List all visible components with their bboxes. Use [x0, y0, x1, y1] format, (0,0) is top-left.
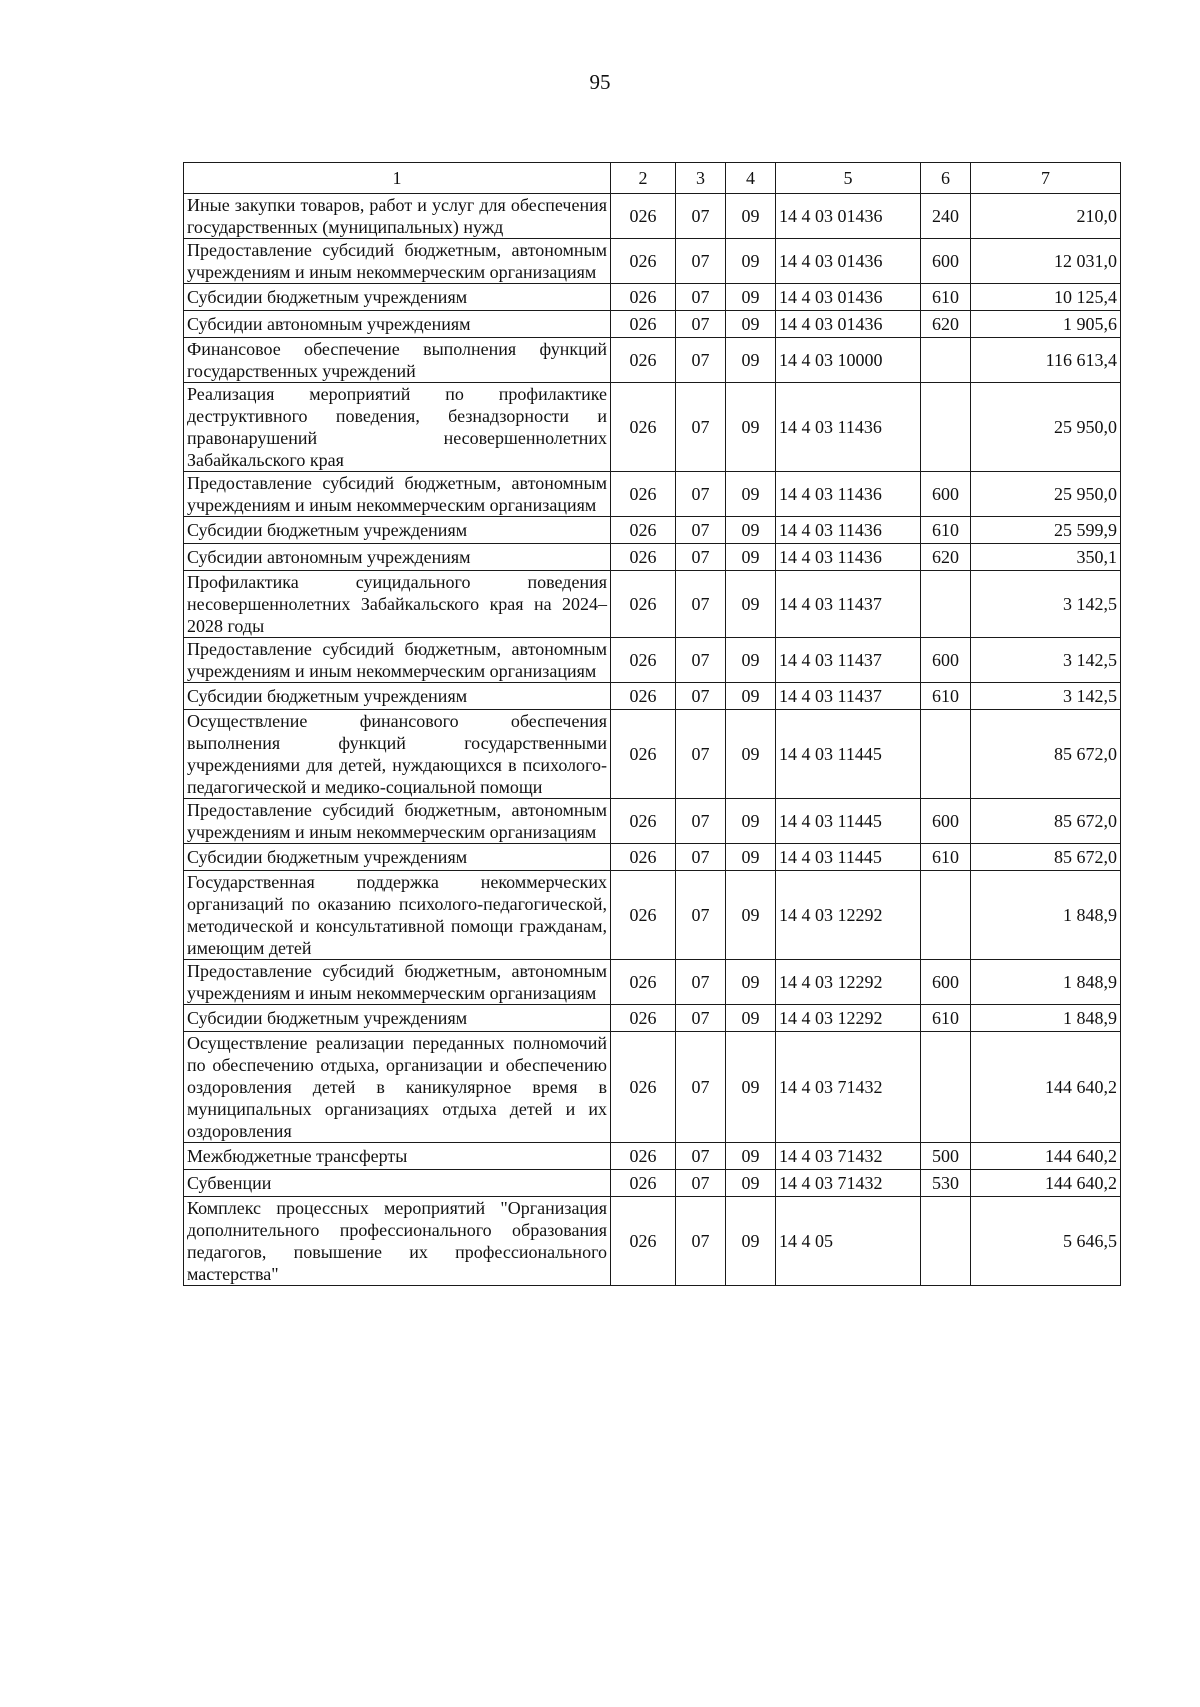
row-section-cell: 07 [676, 799, 726, 844]
budget-table [183, 162, 1121, 1286]
row-code-cell: 026 [611, 710, 676, 799]
row-section-cell: 07 [676, 1032, 726, 1143]
row-expense-type-cell: 610 [921, 844, 971, 871]
row-amount-cell: 1 848,9 [971, 960, 1121, 1005]
table-row [184, 284, 1121, 311]
row-name-cell: Финансовое обеспечение выполнения функций государственных учреждений [184, 338, 611, 383]
column-header: 6 [921, 163, 971, 194]
table-header-row [184, 163, 1121, 194]
row-section-cell: 07 [676, 871, 726, 960]
table-row [184, 338, 1121, 383]
row-target-article-cell: 14 4 03 11436 [776, 517, 921, 544]
row-section-cell: 07 [676, 844, 726, 871]
row-subsection-cell: 09 [726, 284, 776, 311]
row-expense-type-cell: 610 [921, 1005, 971, 1032]
row-code-cell: 026 [611, 683, 676, 710]
row-subsection-cell: 09 [726, 710, 776, 799]
row-code-cell: 026 [611, 338, 676, 383]
row-expense-type-cell: 610 [921, 284, 971, 311]
row-target-article-cell: 14 4 03 11437 [776, 683, 921, 710]
row-section-cell: 07 [676, 284, 726, 311]
table-row [184, 683, 1121, 710]
row-expense-type-cell: 600 [921, 960, 971, 1005]
row-expense-type-cell [921, 383, 971, 472]
row-code-cell: 026 [611, 1005, 676, 1032]
row-amount-cell: 85 672,0 [971, 844, 1121, 871]
row-target-article-cell: 14 4 03 10000 [776, 338, 921, 383]
table-row [184, 960, 1121, 1005]
row-target-article-cell: 14 4 03 11437 [776, 571, 921, 638]
row-code-cell: 026 [611, 517, 676, 544]
row-code-cell: 026 [611, 799, 676, 844]
row-subsection-cell: 09 [726, 571, 776, 638]
row-code-cell: 026 [611, 1032, 676, 1143]
column-header: 4 [726, 163, 776, 194]
row-amount-cell: 12 031,0 [971, 239, 1121, 284]
row-target-article-cell: 14 4 03 01436 [776, 239, 921, 284]
row-section-cell: 07 [676, 571, 726, 638]
row-amount-cell: 144 640,2 [971, 1170, 1121, 1197]
column-header: 5 [776, 163, 921, 194]
row-amount-cell: 10 125,4 [971, 284, 1121, 311]
row-section-cell: 07 [676, 638, 726, 683]
row-name-cell: Субсидии бюджетным учреждениям [184, 284, 611, 311]
row-section-cell: 07 [676, 194, 726, 239]
table-row [184, 311, 1121, 338]
row-amount-cell: 350,1 [971, 544, 1121, 571]
table-row [184, 517, 1121, 544]
row-expense-type-cell [921, 871, 971, 960]
row-name-cell: Иные закупки товаров, работ и услуг для обеспечения государственных (муниципальных) нужд [184, 194, 611, 239]
row-expense-type-cell: 600 [921, 799, 971, 844]
row-code-cell: 026 [611, 239, 676, 284]
row-name-cell: Комплекс процессных мероприятий "Организация дополнительного профессионального образования педагогов, повышение их профессионального мастерства" [184, 1197, 611, 1286]
row-amount-cell: 5 646,5 [971, 1197, 1121, 1286]
row-expense-type-cell: 530 [921, 1170, 971, 1197]
row-target-article-cell: 14 4 03 11437 [776, 638, 921, 683]
row-amount-cell: 3 142,5 [971, 683, 1121, 710]
row-expense-type-cell: 610 [921, 683, 971, 710]
column-header: 2 [611, 163, 676, 194]
row-subsection-cell: 09 [726, 472, 776, 517]
row-code-cell: 026 [611, 544, 676, 571]
row-amount-cell: 3 142,5 [971, 638, 1121, 683]
row-name-cell: Субсидии бюджетным учреждениям [184, 844, 611, 871]
row-code-cell: 026 [611, 844, 676, 871]
row-amount-cell: 144 640,2 [971, 1032, 1121, 1143]
row-expense-type-cell: 600 [921, 472, 971, 517]
row-section-cell: 07 [676, 239, 726, 284]
row-target-article-cell: 14 4 03 01436 [776, 284, 921, 311]
row-target-article-cell: 14 4 03 01436 [776, 194, 921, 239]
row-amount-cell: 25 950,0 [971, 383, 1121, 472]
table-row [184, 1143, 1121, 1170]
column-header: 3 [676, 163, 726, 194]
row-section-cell: 07 [676, 1005, 726, 1032]
row-code-cell: 026 [611, 311, 676, 338]
row-target-article-cell: 14 4 03 71432 [776, 1032, 921, 1143]
row-code-cell: 026 [611, 1170, 676, 1197]
row-section-cell: 07 [676, 338, 726, 383]
row-section-cell: 07 [676, 1170, 726, 1197]
row-name-cell: Субсидии автономным учреждениям [184, 311, 611, 338]
row-name-cell: Профилактика суицидального поведения несовершеннолетних Забайкальского края на 2024–2028 годы [184, 571, 611, 638]
row-target-article-cell: 14 4 03 11445 [776, 710, 921, 799]
row-name-cell: Предоставление субсидий бюджетным, автономным учреждениям и иным некоммерческим организациям [184, 239, 611, 284]
row-section-cell: 07 [676, 472, 726, 517]
table-row [184, 544, 1121, 571]
row-expense-type-cell [921, 338, 971, 383]
table-row [184, 844, 1121, 871]
row-code-cell: 026 [611, 871, 676, 960]
row-subsection-cell: 09 [726, 194, 776, 239]
row-target-article-cell: 14 4 03 11445 [776, 844, 921, 871]
row-amount-cell: 144 640,2 [971, 1143, 1121, 1170]
row-name-cell: Осуществление реализации переданных полномочий по обеспечению отдыха, организации и обеспечению оздоровления детей в каникулярное время в муниципальных организациях отдыха детей и их оздоровления [184, 1032, 611, 1143]
row-subsection-cell: 09 [726, 239, 776, 284]
row-section-cell: 07 [676, 1197, 726, 1286]
row-section-cell: 07 [676, 311, 726, 338]
row-name-cell: Предоставление субсидий бюджетным, автономным учреждениям и иным некоммерческим организациям [184, 472, 611, 517]
table-row [184, 1005, 1121, 1032]
column-header: 1 [184, 163, 611, 194]
row-target-article-cell: 14 4 03 12292 [776, 960, 921, 1005]
row-target-article-cell: 14 4 03 71432 [776, 1143, 921, 1170]
row-name-cell: Реализация мероприятий по профилактике деструктивного поведения, безнадзорности и правонарушений несовершеннолетних Забайкальского края [184, 383, 611, 472]
row-target-article-cell: 14 4 03 12292 [776, 1005, 921, 1032]
row-section-cell: 07 [676, 960, 726, 1005]
row-amount-cell: 1 905,6 [971, 311, 1121, 338]
row-name-cell: Предоставление субсидий бюджетным, автономным учреждениям и иным некоммерческим организациям [184, 960, 611, 1005]
row-name-cell: Субсидии бюджетным учреждениям [184, 517, 611, 544]
row-amount-cell: 25 950,0 [971, 472, 1121, 517]
row-name-cell: Субсидии бюджетным учреждениям [184, 1005, 611, 1032]
table-row [184, 571, 1121, 638]
row-section-cell: 07 [676, 710, 726, 799]
page-number: 95 [589, 70, 611, 94]
row-subsection-cell: 09 [726, 1170, 776, 1197]
row-subsection-cell: 09 [726, 1143, 776, 1170]
table-row [184, 638, 1121, 683]
row-expense-type-cell [921, 1197, 971, 1286]
table-row [184, 1197, 1121, 1286]
row-code-cell: 026 [611, 472, 676, 517]
table-row [184, 1170, 1121, 1197]
row-section-cell: 07 [676, 1143, 726, 1170]
row-code-cell: 026 [611, 638, 676, 683]
row-expense-type-cell: 600 [921, 638, 971, 683]
row-name-cell: Предоставление субсидий бюджетным, автономным учреждениям и иным некоммерческим организациям [184, 799, 611, 844]
table-row [184, 871, 1121, 960]
table-row [184, 799, 1121, 844]
row-amount-cell: 25 599,9 [971, 517, 1121, 544]
row-subsection-cell: 09 [726, 311, 776, 338]
row-subsection-cell: 09 [726, 1197, 776, 1286]
row-name-cell: Субвенции [184, 1170, 611, 1197]
row-target-article-cell: 14 4 03 11445 [776, 799, 921, 844]
row-code-cell: 026 [611, 383, 676, 472]
row-expense-type-cell: 620 [921, 311, 971, 338]
row-amount-cell: 210,0 [971, 194, 1121, 239]
row-target-article-cell: 14 4 03 11436 [776, 544, 921, 571]
row-subsection-cell: 09 [726, 544, 776, 571]
row-subsection-cell: 09 [726, 383, 776, 472]
row-section-cell: 07 [676, 683, 726, 710]
row-expense-type-cell: 620 [921, 544, 971, 571]
row-amount-cell: 1 848,9 [971, 871, 1121, 960]
row-expense-type-cell: 610 [921, 517, 971, 544]
row-code-cell: 026 [611, 284, 676, 311]
row-subsection-cell: 09 [726, 799, 776, 844]
row-subsection-cell: 09 [726, 1032, 776, 1143]
row-section-cell: 07 [676, 544, 726, 571]
table-row [184, 239, 1121, 284]
row-name-cell: Межбюджетные трансферты [184, 1143, 611, 1170]
row-name-cell: Субсидии автономным учреждениям [184, 544, 611, 571]
row-amount-cell: 3 142,5 [971, 571, 1121, 638]
row-amount-cell: 85 672,0 [971, 710, 1121, 799]
row-code-cell: 026 [611, 960, 676, 1005]
row-expense-type-cell: 240 [921, 194, 971, 239]
row-code-cell: 026 [611, 571, 676, 638]
row-name-cell: Государственная поддержка некоммерческих организаций по оказанию психолого-педагогической, методической и консультативной помощи гражданам, имеющим детей [184, 871, 611, 960]
row-code-cell: 026 [611, 194, 676, 239]
row-target-article-cell: 14 4 03 71432 [776, 1170, 921, 1197]
row-subsection-cell: 09 [726, 638, 776, 683]
row-target-article-cell: 14 4 03 11436 [776, 383, 921, 472]
table-row [184, 1032, 1121, 1143]
row-name-cell: Субсидии бюджетным учреждениям [184, 683, 611, 710]
row-target-article-cell: 14 4 03 01436 [776, 311, 921, 338]
table-row [184, 194, 1121, 239]
row-expense-type-cell [921, 571, 971, 638]
table-row [184, 383, 1121, 472]
row-amount-cell: 116 613,4 [971, 338, 1121, 383]
row-subsection-cell: 09 [726, 871, 776, 960]
row-expense-type-cell: 600 [921, 239, 971, 284]
row-subsection-cell: 09 [726, 960, 776, 1005]
row-target-article-cell: 14 4 03 11436 [776, 472, 921, 517]
row-subsection-cell: 09 [726, 1005, 776, 1032]
row-code-cell: 026 [611, 1197, 676, 1286]
row-section-cell: 07 [676, 383, 726, 472]
row-target-article-cell: 14 4 03 12292 [776, 871, 921, 960]
row-subsection-cell: 09 [726, 683, 776, 710]
row-target-article-cell: 14 4 05 [776, 1197, 921, 1286]
row-section-cell: 07 [676, 517, 726, 544]
row-expense-type-cell [921, 710, 971, 799]
row-subsection-cell: 09 [726, 844, 776, 871]
row-subsection-cell: 09 [726, 517, 776, 544]
row-name-cell: Осуществление финансового обеспечения выполнения функций государственными учреждениями для детей, нуждающихся в психолого-педагогической и медико-социальной помощи [184, 710, 611, 799]
row-expense-type-cell: 500 [921, 1143, 971, 1170]
table-row [184, 472, 1121, 517]
row-amount-cell: 1 848,9 [971, 1005, 1121, 1032]
row-code-cell: 026 [611, 1143, 676, 1170]
row-expense-type-cell [921, 1032, 971, 1143]
row-name-cell: Предоставление субсидий бюджетным, автономным учреждениям и иным некоммерческим организациям [184, 638, 611, 683]
table-row [184, 710, 1121, 799]
row-subsection-cell: 09 [726, 338, 776, 383]
column-header: 7 [971, 163, 1121, 194]
row-amount-cell: 85 672,0 [971, 799, 1121, 844]
